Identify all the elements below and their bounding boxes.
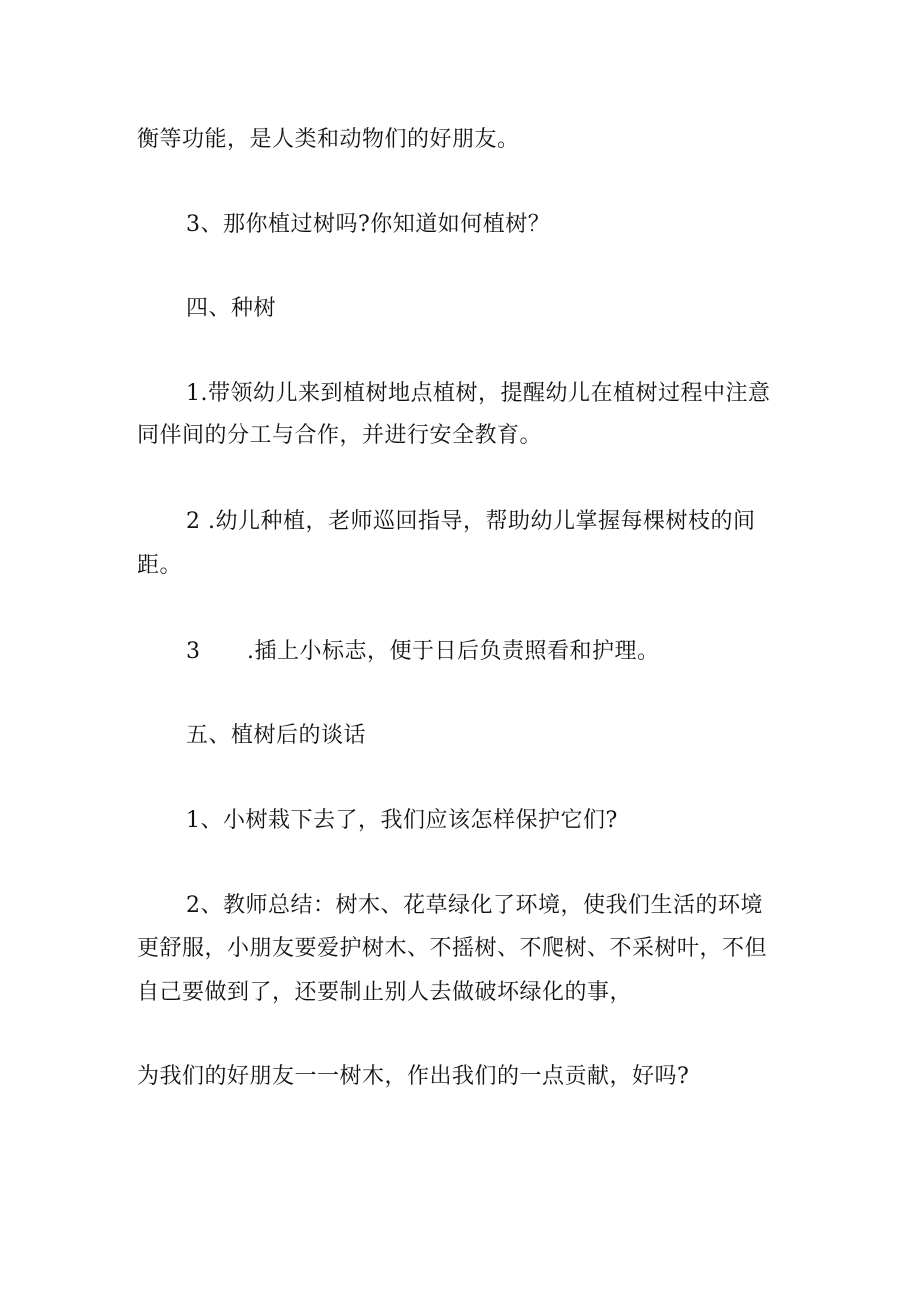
section-heading-planting: 四、种树 [186,296,277,321]
talk-2-line-3: 自己要做到了，还要制止别人去做破坏绿化的事， [137,980,633,1005]
step-3-text: .插上小标志，便于日后负责照看和护理。 [247,639,660,664]
closing-paragraph: 为我们的好朋友一一树木，作出我们的一点贡献，好吗? [137,1064,690,1089]
step-2-line-1: 2 .幼儿种植，老师巡回指导，帮助幼儿掌握每棵树枝的间 [186,509,756,534]
paragraph-intro-end: 衡等功能，是人类和动物们的好朋友。 [137,127,520,152]
talk-1: 1、小树栽下去了，我们应该怎样保护它们? [186,808,618,833]
step-1-line-2: 同伴间的分工与合作，并进行安全教育。 [137,423,543,448]
step-3-number: 3 [186,639,201,664]
talk-2-line-2: 更舒服，小朋友要爱护树木、不摇树、不爬树、不采树叶，不但 [137,936,768,961]
talk-2-line-1: 2、教师总结：树木、花草绿化了环境，使我们生活的环境 [186,893,763,918]
step-1-line-1: 1.带领幼儿来到植树地点植树，提醒幼儿在植树过程中注意 [186,381,771,406]
section-heading-discussion: 五、植树后的谈话 [186,723,367,748]
step-2-line-2: 距。 [137,553,183,578]
question-3: 3、那你植过树吗?你知道如何植树？ [186,212,551,237]
